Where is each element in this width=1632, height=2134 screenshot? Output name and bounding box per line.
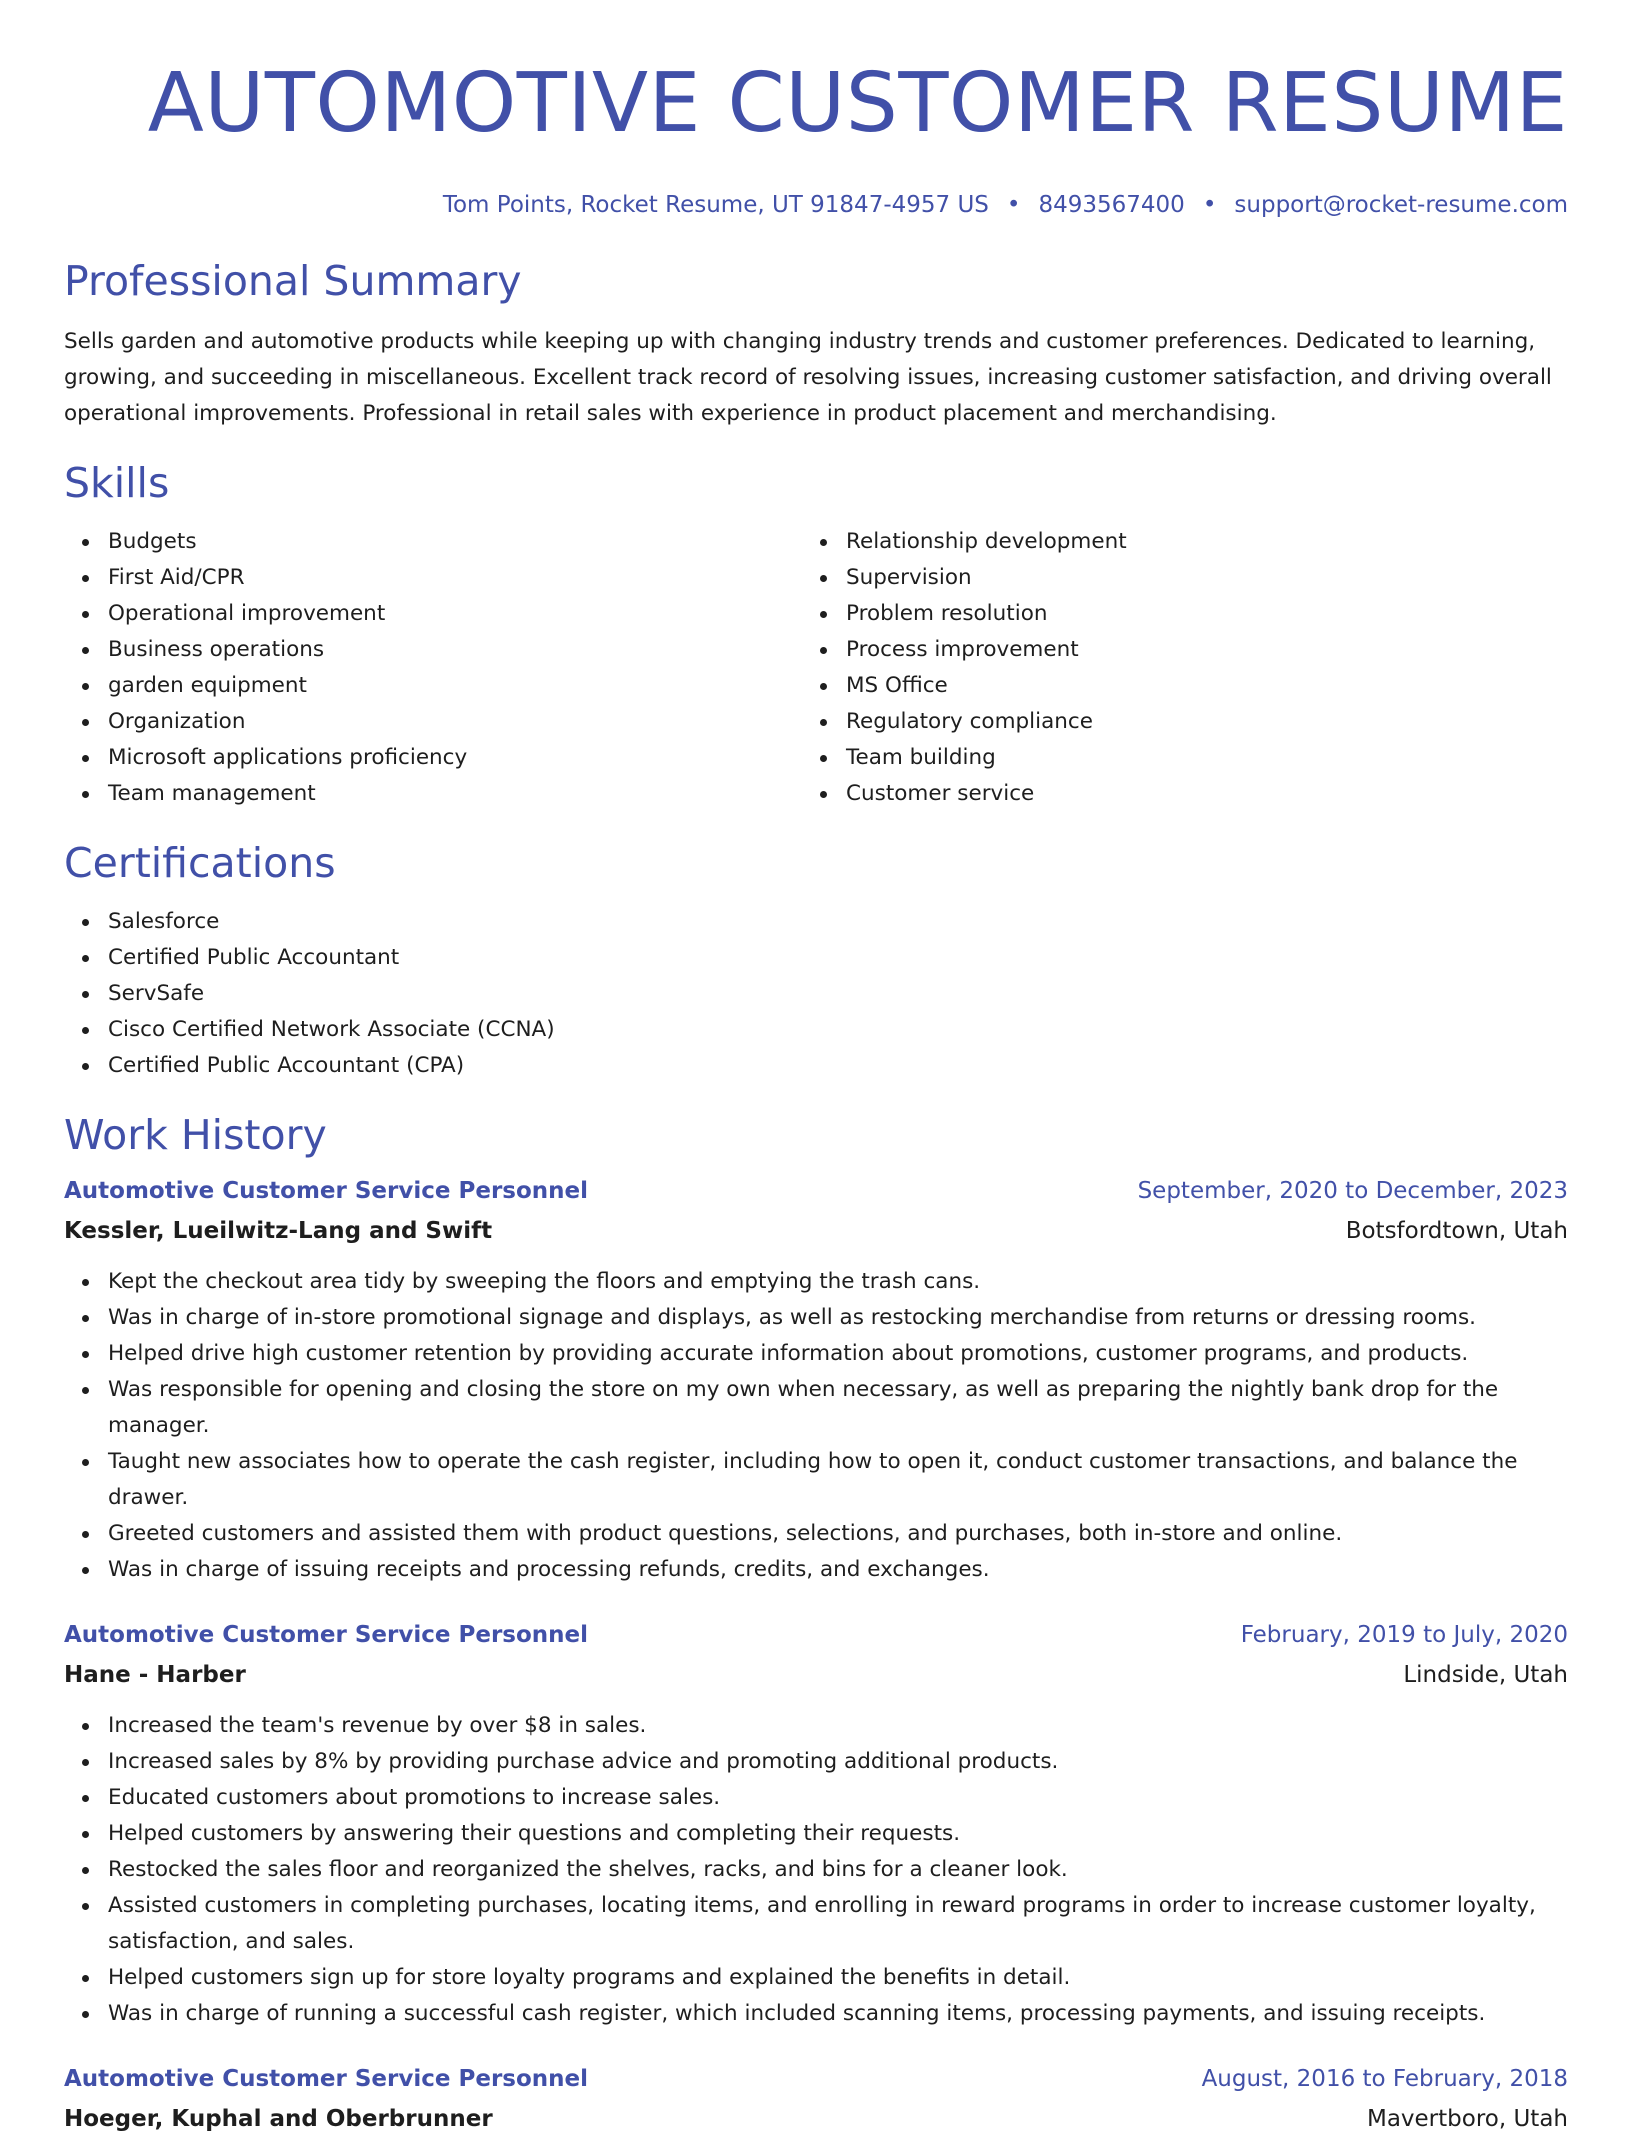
job-title: Automotive Customer Service Personnel bbox=[64, 2066, 589, 2092]
job-dates: February, 2019 to July, 2020 bbox=[1240, 1622, 1568, 1648]
certifications-list bbox=[64, 904, 1568, 1084]
job-bullet: Was in charge of in-store promotional signage and displays, as well as restocking merchandise from returns or dressing rooms. bbox=[108, 1300, 1568, 1336]
job-bullet: Taught new associates how to operate the cash register, including how to open it, conduct customer transactions, and balance the drawer. bbox=[108, 1444, 1568, 1516]
job-subheader bbox=[64, 1216, 1568, 1246]
job-location: Lindside, Utah bbox=[1403, 1662, 1568, 1688]
job-bullet: Kept the checkout area tidy by sweeping the floors and emptying the trash cans. bbox=[108, 1264, 1568, 1300]
work-history-section bbox=[64, 1110, 1568, 2134]
skill-item: Team management bbox=[108, 776, 816, 812]
job-title: Automotive Customer Service Personnel bbox=[64, 1622, 589, 1648]
certification-item: Salesforce bbox=[108, 904, 1568, 940]
contact-separator: • bbox=[1006, 192, 1021, 218]
skill-item: Regulatory compliance bbox=[846, 704, 1568, 740]
summary-heading: Professional Summary bbox=[64, 257, 522, 305]
skills-column-left bbox=[64, 524, 816, 812]
job-bullet: Educated customers about promotions to increase sales. bbox=[108, 1780, 1568, 1816]
job-bullets bbox=[64, 1708, 1568, 2032]
certification-item: Certified Public Accountant bbox=[108, 940, 1568, 976]
summary-text: Sells garden and automotive products while keeping up with changing industry trends and customer preferences. Dedicated to learning, growing, and succeeding in miscellaneous. Excellent track record of resolving issues, increasing customer satisfaction, and driving overall operational improvements. Professional in retail sales with experience in product placement and merchandising. bbox=[64, 329, 1552, 426]
skills-section bbox=[64, 458, 1568, 812]
resume-page bbox=[64, 0, 1568, 2132]
job-location: Botsfordtown, Utah bbox=[1345, 1218, 1568, 1244]
skills-grid bbox=[64, 524, 1568, 812]
job-bullet: Was responsible for opening and closing the store on my own when necessary, as well as preparing the nightly bank drop for the manager. bbox=[108, 1372, 1568, 1444]
resume-title: AUTOMOTIVE CUSTOMER RESUME bbox=[147, 56, 1568, 151]
skill-item: MS Office bbox=[846, 668, 1568, 704]
job-dates: September, 2020 to December, 2023 bbox=[1137, 1178, 1568, 1204]
skill-item: Relationship development bbox=[846, 524, 1568, 560]
job-title: Automotive Customer Service Personnel bbox=[64, 1178, 589, 1204]
job-bullet: Restocked the sales floor and reorganized the shelves, racks, and bins for a cleaner look. bbox=[108, 1852, 1568, 1888]
job-company: Hoeger, Kuphal and Oberbrunner bbox=[64, 2106, 493, 2132]
skill-item: Operational improvement bbox=[108, 596, 816, 632]
skill-item: Budgets bbox=[108, 524, 816, 560]
skill-item: Microsoft applications proficiency bbox=[108, 740, 816, 776]
job-location: Mavertboro, Utah bbox=[1366, 2106, 1568, 2132]
contact-email: support@rocket-resume.com bbox=[1234, 192, 1568, 218]
skill-item: Supervision bbox=[846, 560, 1568, 596]
contact-phone: 8493567400 bbox=[1038, 192, 1185, 218]
certification-item: ServSafe bbox=[108, 976, 1568, 1012]
contact-line bbox=[64, 190, 1568, 220]
job-bullet: Assisted customers in completing purchases, locating items, and enrolling in reward programs in order to increase customer loyalty, satisfaction, and sales. bbox=[108, 1888, 1568, 1960]
job-bullet: Helped customers sign up for store loyalty programs and explained the benefits in detail. bbox=[108, 1960, 1568, 1996]
job-bullet: Was in charge of issuing receipts and processing refunds, credits, and exchanges. bbox=[108, 1552, 1568, 1588]
job-company: Kessler, Lueilwitz-Lang and Swift bbox=[64, 1218, 493, 1244]
job-bullet: Helped drive high customer retention by providing accurate information about promotions, customer programs, and products. bbox=[108, 1336, 1568, 1372]
job-bullet: Increased sales by 8% by providing purchase advice and promoting additional products. bbox=[108, 1744, 1568, 1780]
skills-list-right bbox=[816, 524, 1568, 812]
job-subheader bbox=[64, 1660, 1568, 1690]
skill-item: garden equipment bbox=[108, 668, 816, 704]
job-entry bbox=[64, 2064, 1568, 2134]
skill-item: First Aid/CPR bbox=[108, 560, 816, 596]
job-subheader bbox=[64, 2104, 1568, 2134]
job-header bbox=[64, 1176, 1568, 1206]
job-dates: August, 2016 to February, 2018 bbox=[1201, 2066, 1568, 2092]
job-header bbox=[64, 1620, 1568, 1650]
job-bullets bbox=[64, 1264, 1568, 1588]
skill-item: Customer service bbox=[846, 776, 1568, 812]
skill-item: Organization bbox=[108, 704, 816, 740]
certification-item: Certified Public Accountant (CPA) bbox=[108, 1048, 1568, 1084]
skills-column-right bbox=[816, 524, 1568, 812]
job-entry bbox=[64, 1620, 1568, 2032]
job-bullet: Greeted customers and assisted them with product questions, selections, and purchases, both in-store and online. bbox=[108, 1516, 1568, 1552]
contact-address: Tom Points, Rocket Resume, UT 91847-4957 US bbox=[442, 192, 989, 218]
certifications-section bbox=[64, 838, 1568, 1084]
job-company: Hane - Harber bbox=[64, 1662, 246, 1688]
summary-section bbox=[64, 256, 1568, 432]
skills-heading: Skills bbox=[64, 459, 170, 507]
work-history-heading: Work History bbox=[64, 1111, 327, 1159]
skill-item: Problem resolution bbox=[846, 596, 1568, 632]
certifications-heading: Certifications bbox=[64, 839, 336, 887]
skill-item: Team building bbox=[846, 740, 1568, 776]
skill-item: Business operations bbox=[108, 632, 816, 668]
job-bullet: Increased the team's revenue by over $8 in sales. bbox=[108, 1708, 1568, 1744]
skill-item: Process improvement bbox=[846, 632, 1568, 668]
contact-separator: • bbox=[1202, 192, 1217, 218]
certification-item: Cisco Certified Network Associate (CCNA) bbox=[108, 1012, 1568, 1048]
job-bullet: Helped customers by answering their questions and completing their requests. bbox=[108, 1816, 1568, 1852]
job-header bbox=[64, 2064, 1568, 2094]
job-entry bbox=[64, 1176, 1568, 1588]
job-bullet: Was in charge of running a successful cash register, which included scanning items, processing payments, and issuing receipts. bbox=[108, 1996, 1568, 2032]
skills-list-left bbox=[64, 524, 816, 812]
